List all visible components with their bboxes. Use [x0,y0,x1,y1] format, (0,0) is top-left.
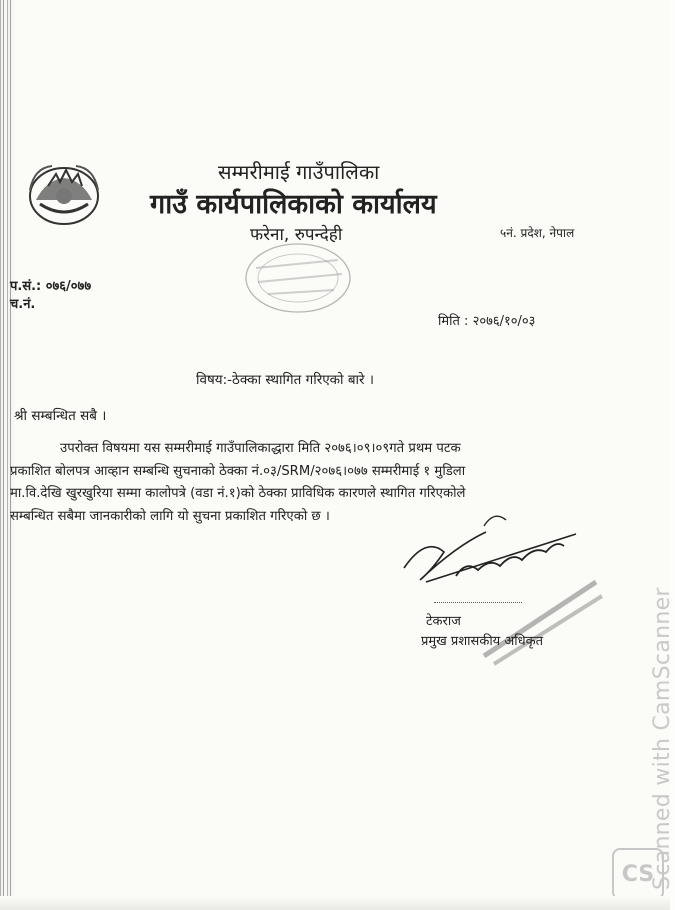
body-line: मा.वि.देखि खुरखुरिया सम्मा कालोपत्रे (वडा नं.१)को ठेक्का प्राविधिक कारणले स्थागित गरिएकोले [10,486,466,501]
body-line: उपरोक्त विषयमा यस सम्मरीमाई गाउँपालिकाद्धारा मिति २०७६।०९।०९गते प्रथम पटक [60,441,461,456]
page-bottom-shadow [0,896,670,910]
dispatch-number: च.नं. [10,297,36,312]
watermark-text: Scanned with CamScanner [650,587,675,890]
office-seal-stamp [238,238,368,324]
officer-rubber-stamp [478,560,608,670]
office-address: फरेना, रुपन्देही [250,225,343,245]
letter-date: मिति : २०७६/१०/०३ [438,314,536,329]
reference-number: प.सं.: ०७६/०७७ [10,279,92,294]
municipality-name: सम्मरीमाई गाउँपालिका [218,160,380,184]
camscanner-logo-icon: CS [612,848,664,900]
office-title: गाउँ कार्यपालिकाको कार्यालय [150,189,437,220]
nepal-emblem-icon [26,160,102,226]
letter-subject: विषय:-ठेक्का स्थागित गरिएको बारे । [196,372,374,388]
salutation: श्री सम्बन्धित सबै । [14,408,107,424]
body-line: सम्बन्धित सबैमा जानकारीको लागि यो सुचना प्रकाशित गरिएको छ । [10,508,330,524]
body-line: प्रकाशित बोलपत्र आव्हान सम्बन्धि सुचनाको ठेक्का नं.०३/SRM/२०७६।०७७ सम्मरीमाई १ मुडिला [10,463,466,479]
province-label: ५नं. प्रदेश, नेपाल [500,226,575,240]
signatory-name: टेकराज [426,614,461,629]
signatory-designation: प्रमुख प्रशासकीय अधिकृत [421,634,544,649]
